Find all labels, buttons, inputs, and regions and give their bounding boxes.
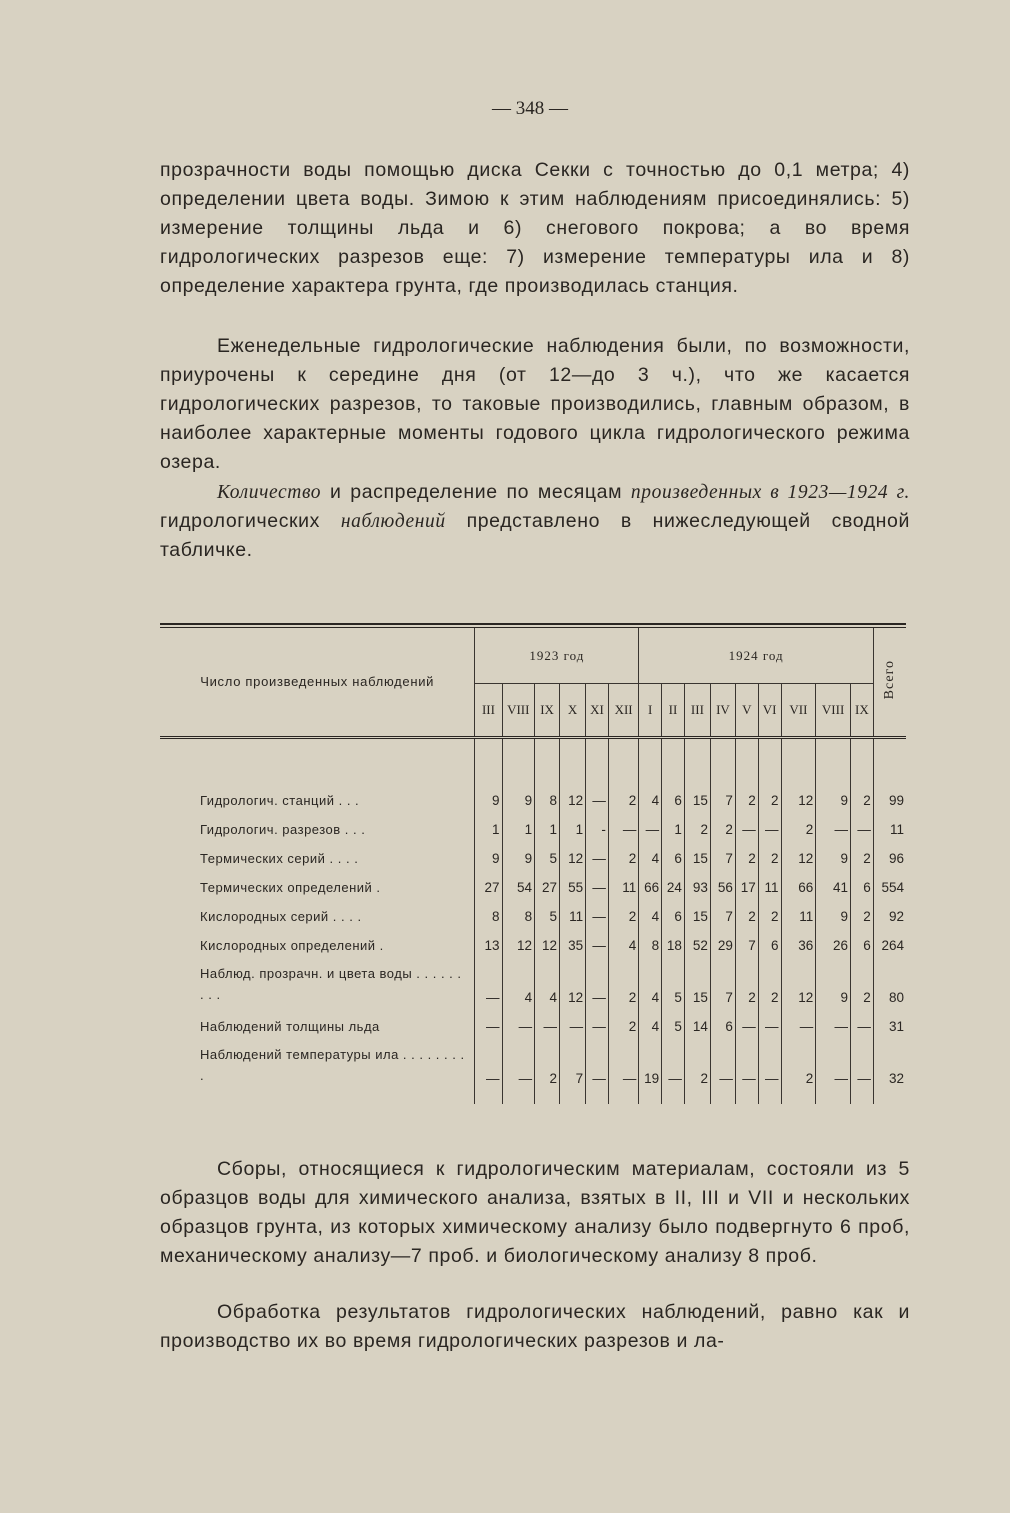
table-cell: —: [535, 1005, 560, 1034]
table-cell: 2: [850, 779, 873, 808]
table-cell: 4: [639, 1005, 662, 1034]
table-cell: 2: [608, 779, 638, 808]
year-1923-header: 1923 год: [475, 628, 639, 684]
table-cell: 4: [535, 953, 560, 1005]
bottom-cell: [873, 1086, 906, 1104]
spacer-cell: [608, 739, 638, 779]
month-header: XI: [586, 684, 609, 738]
spacer-cell: [535, 739, 560, 779]
bottom-cell: [850, 1086, 873, 1104]
table-cell: 2: [608, 837, 638, 866]
table-cell: —: [586, 866, 609, 895]
table-cell: 12: [535, 924, 560, 953]
row-total: 99: [873, 779, 906, 808]
spacer-cell: [816, 739, 851, 779]
row-label: Гидрологич. станций . . .: [200, 793, 360, 808]
month-header: VIII: [816, 684, 851, 738]
row-total: 264: [873, 924, 906, 953]
bottom-cell: [684, 1086, 710, 1104]
row-total: 92: [873, 895, 906, 924]
spacer-cell: [662, 739, 685, 779]
table-cell: 6: [850, 866, 873, 895]
bottom-cell: [639, 1086, 662, 1104]
table-cell: —: [816, 1005, 851, 1034]
table-cell: 27: [535, 866, 560, 895]
table-cell: 13: [475, 924, 502, 953]
table-cell: 2: [608, 1005, 638, 1034]
table-cell: 1: [560, 808, 586, 837]
table-cell: —: [586, 953, 609, 1005]
table-cell: 6: [662, 837, 685, 866]
row-total: 554: [873, 866, 906, 895]
table-cell: 1: [475, 808, 502, 837]
table-cell: -: [586, 808, 609, 837]
table-cell: 1: [502, 808, 535, 837]
bottom-cell: [475, 1086, 502, 1104]
month-header: III: [684, 684, 710, 738]
bottom-cell: [535, 1086, 560, 1104]
table-cell: 1: [535, 808, 560, 837]
table-cell: 7: [710, 953, 735, 1005]
table-row: [160, 924, 906, 953]
table-row: [160, 866, 906, 895]
bottom-cell: [781, 1086, 816, 1104]
table-cell: 26: [816, 924, 851, 953]
table-cell: 9: [502, 779, 535, 808]
table-cell: 4: [608, 924, 638, 953]
table-cell: —: [758, 1005, 781, 1034]
table-cell: 12: [560, 837, 586, 866]
table-cell: —: [758, 1034, 781, 1086]
table-cell: 93: [684, 866, 710, 895]
total-header: [873, 628, 906, 738]
table-cell: 7: [710, 837, 735, 866]
table-cell: 15: [684, 953, 710, 1005]
bottom-cell: [758, 1086, 781, 1104]
row-label: Термических определений .: [200, 880, 381, 895]
paragraph-4-text: Сборы, относящиеся к гидрологическим материалам, состояли из 5 образцов воды для химического анализа, взятых в II, III и VII и нескольких образцов грунта, из которых химическому анализу было подвергнуто 6 проб, механическому анализу—7 проб. и биологическому анализу 8 проб.: [160, 1158, 910, 1267]
table-cell: —: [502, 1005, 535, 1034]
table-cell: 2: [735, 837, 758, 866]
spacer-cell: [639, 739, 662, 779]
table-cell: —: [475, 1034, 502, 1086]
table-cell: 24: [662, 866, 685, 895]
table-row: [160, 808, 906, 837]
table-cell: —: [710, 1034, 735, 1086]
month-header: III: [475, 684, 502, 738]
table-cell: 9: [816, 779, 851, 808]
month-header: VIII: [502, 684, 535, 738]
table-cell: 2: [758, 895, 781, 924]
paragraph-5: [160, 1298, 910, 1356]
table-cell: 14: [684, 1005, 710, 1034]
bottom-cell: [586, 1086, 609, 1104]
paragraph-4: [160, 1155, 910, 1271]
row-total: 32: [873, 1034, 906, 1086]
table-cell: —: [586, 1005, 609, 1034]
total-header-label: Всего: [881, 660, 897, 700]
table-cell: 15: [684, 895, 710, 924]
table-row: [160, 837, 906, 866]
paragraph-5-text: Обработка результатов гидрологических наблюдений, равно как и производство их во время гидрологических разрезов и ла-: [160, 1301, 910, 1352]
table-cell: —: [502, 1034, 535, 1086]
month-header: IV: [710, 684, 735, 738]
spacer-row: [160, 739, 906, 779]
table-cell: 5: [662, 953, 685, 1005]
table-cell: —: [560, 1005, 586, 1034]
table-row: [160, 1034, 906, 1086]
row-total: 31: [873, 1005, 906, 1034]
spacer-cell: [560, 739, 586, 779]
table-cell: 9: [816, 895, 851, 924]
row-label: Термических серий . . . .: [200, 851, 359, 866]
table-cell: —: [850, 808, 873, 837]
table-cell: 8: [475, 895, 502, 924]
spacer-cell: [160, 739, 475, 779]
table-cell: 2: [850, 953, 873, 1005]
table-cell: 9: [502, 837, 535, 866]
table-cell: 6: [710, 1005, 735, 1034]
table-cell: —: [816, 808, 851, 837]
italic-observations: наблюдений: [340, 511, 446, 532]
table-cell: 7: [735, 924, 758, 953]
table-cell: —: [850, 1034, 873, 1086]
table-cell: 41: [816, 866, 851, 895]
table-cell: 4: [639, 895, 662, 924]
table-cell: 5: [535, 895, 560, 924]
paragraph-1-text: прозрачности воды помощью диска Секки с точностью до 0,1 метра; 4) определении цвета воды. Зимою к этим наблюдениям присоединялись: 5) измерение толщины льда и 6) снегового покрова; а во время гидрологических разрезов еще: 7) измерение температуры ила и 8) определение характера грунта, где производилась станция.: [160, 159, 910, 297]
month-header: II: [662, 684, 685, 738]
table-cell: 2: [781, 808, 816, 837]
table-cell: 17: [735, 866, 758, 895]
month-header: I: [639, 684, 662, 738]
table-cell: 2: [758, 953, 781, 1005]
month-header: XII: [608, 684, 638, 738]
text-segment: гидрологических: [160, 510, 341, 532]
bottom-cell: [710, 1086, 735, 1104]
table-cell: 7: [560, 1034, 586, 1086]
table-cell: 2: [758, 779, 781, 808]
table-cell: 35: [560, 924, 586, 953]
table-cell: 52: [684, 924, 710, 953]
paragraph-2: [160, 332, 910, 477]
row-total: 96: [873, 837, 906, 866]
table-cell: 9: [475, 779, 502, 808]
table-cell: 66: [639, 866, 662, 895]
table-cell: 7: [710, 779, 735, 808]
spacer-cell: [684, 739, 710, 779]
table-cell: 2: [684, 1034, 710, 1086]
table-cell: —: [758, 808, 781, 837]
table-cell: 15: [684, 779, 710, 808]
table-cell: 2: [710, 808, 735, 837]
table-cell: 4: [639, 953, 662, 1005]
bottom-cell: [608, 1086, 638, 1104]
table-cell: 12: [560, 953, 586, 1005]
month-header: X: [560, 684, 586, 738]
table-cell: 2: [608, 953, 638, 1005]
table-cell: 9: [816, 837, 851, 866]
table-cell: —: [586, 837, 609, 866]
bottom-cell: [735, 1086, 758, 1104]
bottom-cell: [160, 1086, 475, 1104]
table-cell: 2: [758, 837, 781, 866]
paragraph-3: [160, 478, 910, 565]
row-label: Наблюд. прозрачн. и цвета воды . . . . . . . . .: [200, 966, 462, 1002]
table-cell: —: [586, 1034, 609, 1086]
table-row: [160, 953, 906, 1005]
table-cell: 12: [781, 953, 816, 1005]
table-cell: 66: [781, 866, 816, 895]
table-cell: 56: [710, 866, 735, 895]
table-cell: 6: [662, 895, 685, 924]
table-cell: 19: [639, 1034, 662, 1086]
italic-quantity: Количество: [217, 482, 322, 503]
table-cell: 18: [662, 924, 685, 953]
spacer-cell: [873, 739, 906, 779]
table-cell: 15: [684, 837, 710, 866]
table-row: [160, 1005, 906, 1034]
paragraph-1: [160, 156, 910, 301]
table-cell: 2: [608, 895, 638, 924]
table-cell: —: [475, 1005, 502, 1034]
table-cell: 8: [535, 779, 560, 808]
table-cell: 5: [662, 1005, 685, 1034]
table-cell: —: [608, 808, 638, 837]
month-header: VII: [781, 684, 816, 738]
table-cell: —: [735, 808, 758, 837]
observations-table: [160, 623, 906, 1104]
spacer-cell: [710, 739, 735, 779]
table-cell: 9: [475, 837, 502, 866]
table-cell: 2: [850, 837, 873, 866]
paragraph-3-text: [160, 478, 910, 565]
italic-produced: произведенных в 1923—1924 г.: [630, 482, 910, 503]
table-cell: 27: [475, 866, 502, 895]
row-label: Кислородных определений .: [200, 938, 384, 953]
table-cell: 12: [502, 924, 535, 953]
table-cell: 4: [502, 953, 535, 1005]
table-cell: 36: [781, 924, 816, 953]
table-cell: 11: [781, 895, 816, 924]
table-cell: 2: [735, 895, 758, 924]
bottom-cell: [560, 1086, 586, 1104]
table-cell: 7: [710, 895, 735, 924]
table-cell: —: [850, 1005, 873, 1034]
table-row: [160, 779, 906, 808]
bottom-rule-row: [160, 1086, 906, 1104]
table-body: [160, 739, 906, 1104]
page-number: — 348 —: [492, 98, 568, 119]
table-cell: 4: [639, 779, 662, 808]
paragraph-2-text: Еженедельные гидрологические наблюдения были, по возможности, приурочены к середине дня (от 12—до 3 ч.), что же касается гидрологических разрезов, то таковые производились, главным образом, в наиболее характерные моменты годового цикла гидрологического режима озера.: [160, 335, 910, 473]
table-cell: 2: [735, 953, 758, 1005]
table-cell: 9: [816, 953, 851, 1005]
table-cell: 6: [758, 924, 781, 953]
bottom-cell: [816, 1086, 851, 1104]
month-header: IX: [535, 684, 560, 738]
table-cell: 6: [662, 779, 685, 808]
spacer-cell: [781, 739, 816, 779]
row-label: Наблюдений толщины льда: [200, 1019, 380, 1034]
table-cell: 54: [502, 866, 535, 895]
table-cell: —: [586, 779, 609, 808]
corner-label: Число произведенных наблюдений: [200, 674, 435, 689]
table-cell: —: [475, 953, 502, 1005]
year-1924-header: 1924 год: [639, 628, 874, 684]
spacer-cell: [850, 739, 873, 779]
spacer-cell: [502, 739, 535, 779]
table-cell: 12: [781, 837, 816, 866]
table-cell: —: [662, 1034, 685, 1086]
row-total: 80: [873, 953, 906, 1005]
row-label: Гидрологич. разрезов . . .: [200, 822, 366, 837]
table-cell: 12: [781, 779, 816, 808]
table-row: [160, 895, 906, 924]
table-cell: —: [816, 1034, 851, 1086]
bottom-cell: [662, 1086, 685, 1104]
row-label: Наблюдений температуры ила . . . . . . . . .: [200, 1047, 465, 1083]
table-cell: —: [781, 1005, 816, 1034]
table-cell: —: [586, 924, 609, 953]
table-cell: 5: [535, 837, 560, 866]
table-cell: —: [608, 1034, 638, 1086]
table-cell: 2: [735, 779, 758, 808]
spacer-cell: [586, 739, 609, 779]
table-cell: 6: [850, 924, 873, 953]
table-cell: 1: [662, 808, 685, 837]
text-segment: и распределение по месяцам: [321, 481, 631, 503]
table-cell: —: [586, 895, 609, 924]
table-cell: 29: [710, 924, 735, 953]
month-header: VI: [758, 684, 781, 738]
table-cell: 11: [560, 895, 586, 924]
table-cell: 11: [608, 866, 638, 895]
spacer-cell: [475, 739, 502, 779]
table-cell: 55: [560, 866, 586, 895]
text-segment: представлено в нижеследующей сводной табличке.: [160, 510, 910, 561]
row-total: 11: [873, 808, 906, 837]
month-header: IX: [850, 684, 873, 738]
table-cell: —: [735, 1005, 758, 1034]
spacer-cell: [735, 739, 758, 779]
table-header: [160, 628, 906, 739]
table-cell: 12: [560, 779, 586, 808]
table-cell: 4: [639, 837, 662, 866]
bottom-cell: [502, 1086, 535, 1104]
table-cell: 2: [535, 1034, 560, 1086]
month-header: V: [735, 684, 758, 738]
table-cell: 8: [502, 895, 535, 924]
table-cell: —: [735, 1034, 758, 1086]
table-cell: 2: [781, 1034, 816, 1086]
spacer-cell: [758, 739, 781, 779]
table-cell: —: [639, 808, 662, 837]
table-cell: 11: [758, 866, 781, 895]
table-cell: 2: [850, 895, 873, 924]
table-cell: 2: [684, 808, 710, 837]
row-label: Кислородных серий . . . .: [200, 909, 362, 924]
table-cell: 8: [639, 924, 662, 953]
